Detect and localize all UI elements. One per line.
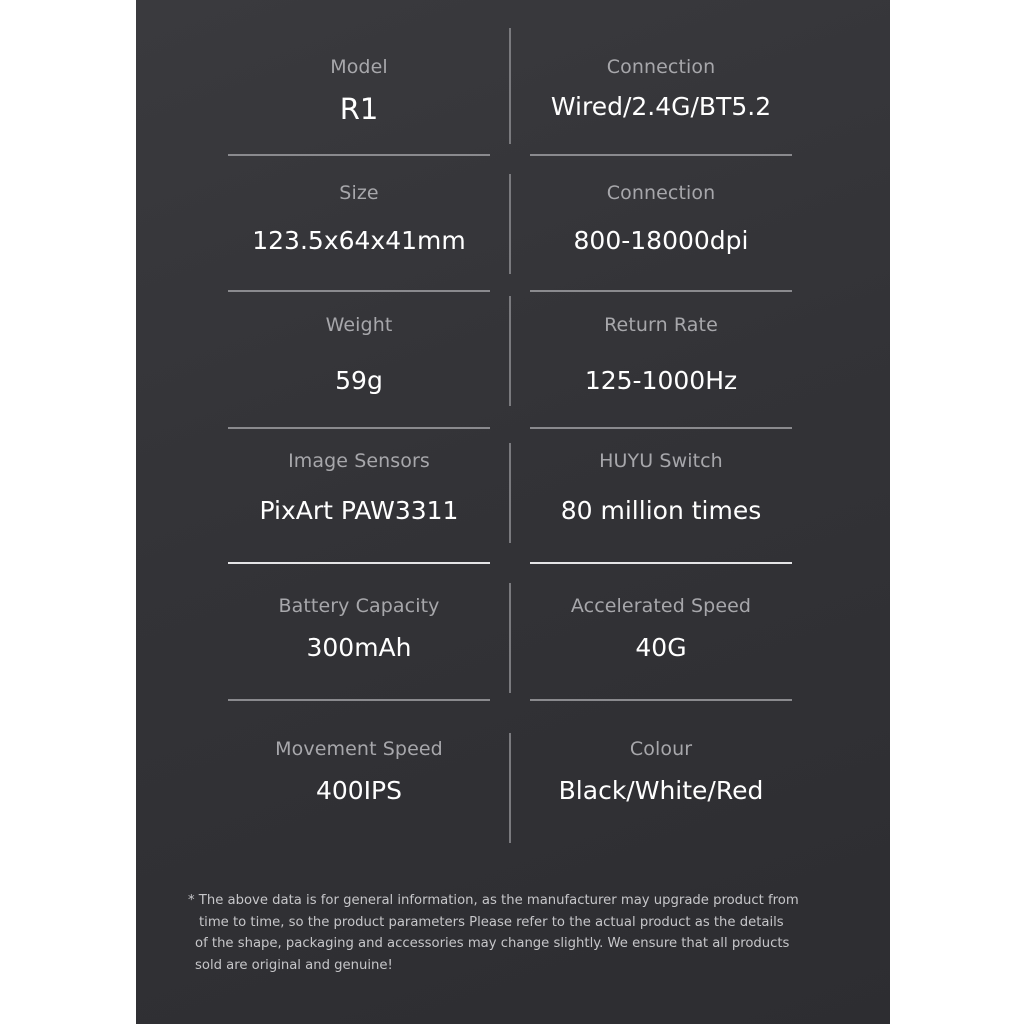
spec-cell-model — [228, 54, 490, 134]
spec-label: Battery Capacity — [278, 595, 440, 617]
disclaimer-note — [188, 890, 848, 976]
spec-value: 300mAh — [306, 633, 412, 662]
disclaimer-line: time to time, so the product parameters Please refer to the actual product as the details — [199, 914, 784, 930]
spec-sheet-panel — [136, 0, 890, 1024]
row-divider — [530, 562, 792, 564]
spec-value: Wired/2.4G/BT5.2 — [550, 92, 772, 121]
spec-label: HUYU Switch — [599, 450, 723, 472]
disclaimer-line: * The above data is for general information, as the manufacturer may upgrade product from — [188, 893, 799, 908]
column-divider — [509, 296, 511, 406]
spec-label: Model — [330, 56, 388, 78]
spec-cell-colour — [530, 738, 792, 818]
row-divider — [228, 427, 490, 429]
spec-label: Connection — [606, 56, 716, 78]
spec-label: Accelerated Speed — [570, 595, 752, 617]
column-divider — [509, 733, 511, 843]
column-divider — [509, 583, 511, 693]
spec-cell-switch — [530, 450, 792, 540]
spec-cell-dpi — [530, 180, 792, 260]
column-divider — [509, 28, 511, 144]
column-divider — [509, 443, 511, 543]
spec-cell-battery — [228, 595, 490, 675]
spec-label: Movement Speed — [275, 738, 443, 760]
spec-value: 400IPS — [315, 776, 403, 805]
spec-cell-acceleration — [530, 595, 792, 675]
row-divider — [530, 427, 792, 429]
spec-cell-size — [228, 180, 490, 260]
disclaimer-line: sold are original and genuine! — [195, 957, 393, 973]
row-divider — [530, 699, 792, 701]
spec-cell-return-rate — [530, 312, 792, 402]
row-divider — [228, 699, 490, 701]
spec-label: Colour — [629, 738, 693, 760]
spec-value: 40G — [635, 633, 687, 662]
spec-value: 800-18000dpi — [573, 226, 749, 255]
column-divider — [509, 174, 511, 274]
disclaimer-line: of the shape, packaging and accessories may change slightly. We ensure that all products — [195, 936, 790, 951]
spec-value: PixArt PAW3311 — [259, 496, 459, 525]
spec-label: Return Rate — [604, 314, 718, 336]
spec-label: Connection — [606, 182, 716, 204]
row-divider — [530, 290, 792, 292]
spec-cell-weight — [228, 312, 490, 402]
spec-value: 123.5x64x41mm — [252, 226, 466, 255]
spec-label: Image Sensors — [288, 450, 430, 472]
row-divider — [530, 154, 792, 156]
spec-cell-connection — [530, 54, 792, 134]
spec-value: Black/White/Red — [558, 776, 764, 805]
spec-value: 80 million times — [560, 496, 762, 525]
row-divider — [228, 290, 490, 292]
row-divider — [228, 154, 490, 156]
spec-value: R1 — [339, 92, 379, 126]
row-divider — [228, 562, 490, 564]
spec-label: Weight — [325, 314, 393, 336]
spec-label: Size — [339, 182, 379, 204]
spec-cell-movement-speed — [228, 738, 490, 818]
spec-value: 125-1000Hz — [584, 366, 738, 395]
spec-cell-image-sensors — [228, 450, 490, 540]
spec-value: 59g — [335, 366, 383, 395]
